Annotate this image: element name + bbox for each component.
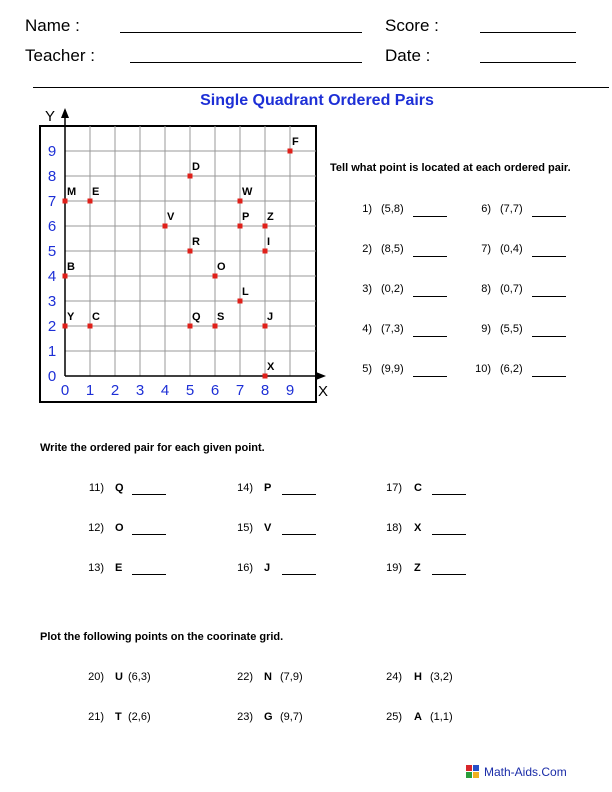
question-number: 22)	[237, 671, 253, 683]
ordered-pair-text: (9,7)	[280, 711, 303, 723]
ordered-pair-text: (9,9)	[381, 363, 404, 375]
ordered-pair-text: (6,3)	[128, 671, 151, 683]
x-tick-label: 6	[210, 382, 220, 399]
name-label: Name :	[25, 16, 80, 35]
teacher-label: Teacher :	[25, 46, 95, 65]
x-tick-label: 0	[60, 382, 70, 399]
x-tick-label: 3	[135, 382, 145, 399]
point-letter: H	[414, 671, 422, 683]
ordered-pair-text: (2,6)	[128, 711, 151, 723]
answer-blank[interactable]	[532, 336, 566, 337]
answer-blank[interactable]	[132, 574, 166, 575]
y-tick-label: 2	[47, 318, 57, 335]
question-number: 25)	[386, 711, 402, 723]
point-label-q: Q	[192, 311, 201, 323]
question-number: 8)	[481, 283, 491, 295]
question-number: 5)	[362, 363, 372, 375]
point-label-c: C	[92, 311, 100, 323]
y-tick-label: 4	[47, 268, 57, 285]
answer-blank[interactable]	[413, 216, 447, 217]
point-marker-c	[88, 324, 93, 329]
point-marker-i	[263, 249, 268, 254]
point-marker-r	[188, 249, 193, 254]
answer-blank[interactable]	[413, 296, 447, 297]
point-label-l: L	[242, 286, 249, 298]
point-marker-j	[263, 324, 268, 329]
ordered-pair-text: (0,4)	[500, 243, 523, 255]
point-letter: U	[115, 671, 123, 683]
point-marker-v	[163, 224, 168, 229]
point-letter: N	[264, 671, 272, 683]
x-tick-label: 4	[160, 382, 170, 399]
x-tick-label: 7	[235, 382, 245, 399]
point-marker-l	[238, 299, 243, 304]
point-label-y: Y	[67, 311, 75, 323]
answer-blank[interactable]	[432, 494, 466, 495]
question-number: 3)	[362, 283, 372, 295]
y-tick-label: 9	[47, 143, 57, 160]
question-number: 10)	[475, 363, 491, 375]
y-tick-label: 8	[47, 168, 57, 185]
point-letter: Q	[115, 482, 124, 494]
y-tick-label: 1	[47, 343, 57, 360]
point-label-o: O	[217, 261, 226, 273]
x-axis-label: X	[318, 383, 329, 400]
y-tick-label: 0	[47, 368, 57, 385]
answer-blank[interactable]	[282, 534, 316, 535]
point-label-r: R	[192, 236, 200, 248]
point-marker-d	[188, 174, 193, 179]
point-label-d: D	[192, 161, 200, 173]
ordered-pair-text: (5,8)	[381, 203, 404, 215]
answer-blank[interactable]	[432, 534, 466, 535]
question-number: 2)	[362, 243, 372, 255]
point-marker-m	[63, 199, 68, 204]
ordered-pair-text: (8,5)	[381, 243, 404, 255]
x-axis-arrow-icon	[316, 372, 326, 380]
x-tick-label: 5	[185, 382, 195, 399]
point-letter: C	[414, 482, 422, 494]
answer-blank[interactable]	[432, 574, 466, 575]
point-marker-f	[288, 149, 293, 154]
answer-blank[interactable]	[532, 256, 566, 257]
question-number: 12)	[88, 522, 104, 534]
ordered-pair-text: (7,3)	[381, 323, 404, 335]
point-letter: P	[264, 482, 272, 494]
section3-instruction: Plot the following points on the coorinate grid.	[40, 631, 284, 643]
answer-blank[interactable]	[532, 376, 566, 377]
point-letter: Z	[414, 562, 421, 574]
question-number: 24)	[386, 671, 402, 683]
point-label-w: W	[242, 186, 253, 198]
question-number: 1)	[362, 203, 372, 215]
point-marker-e	[88, 199, 93, 204]
answer-blank[interactable]	[413, 376, 447, 377]
footer-brand: Math-Aids.Com	[484, 765, 567, 779]
point-marker-o	[213, 274, 218, 279]
question-number: 18)	[386, 522, 402, 534]
x-tick-label: 1	[85, 382, 95, 399]
y-tick-label: 5	[47, 243, 57, 260]
ordered-pair-text: (1,1)	[430, 711, 453, 723]
ordered-pair-text: (0,7)	[500, 283, 523, 295]
point-label-f: F	[292, 136, 299, 148]
point-label-s: S	[217, 311, 225, 323]
point-label-x: X	[267, 361, 275, 373]
answer-blank[interactable]	[132, 534, 166, 535]
point-label-z: Z	[267, 211, 274, 223]
y-tick-label: 6	[47, 218, 57, 235]
section1-instruction: Tell what point is located at each ordered pair.	[330, 162, 571, 174]
question-number: 17)	[386, 482, 402, 494]
page-title: Single Quadrant Ordered Pairs	[200, 92, 434, 109]
y-tick-label: 7	[47, 193, 57, 210]
point-letter: J	[264, 562, 271, 574]
x-tick-label: 2	[110, 382, 120, 399]
point-label-j: J	[267, 311, 274, 323]
question-number: 20)	[88, 671, 104, 683]
point-marker-q	[188, 324, 193, 329]
question-number: 23)	[237, 711, 253, 723]
question-number: 15)	[237, 522, 253, 534]
point-marker-p	[238, 224, 243, 229]
point-marker-x	[263, 374, 268, 379]
question-number: 7)	[481, 243, 491, 255]
answer-blank[interactable]	[282, 494, 316, 495]
point-letter: A	[414, 711, 422, 723]
ordered-pair-text: (3,2)	[430, 671, 453, 683]
point-marker-s	[213, 324, 218, 329]
x-tick-label: 9	[285, 382, 295, 399]
question-number: 16)	[237, 562, 253, 574]
x-tick-label: 8	[260, 382, 270, 399]
question-number: 9)	[481, 323, 491, 335]
point-letter: G	[264, 711, 273, 723]
grid-frame	[40, 126, 316, 402]
ordered-pair-text: (5,5)	[500, 323, 523, 335]
answer-blank[interactable]	[413, 336, 447, 337]
y-axis-arrow-icon	[61, 108, 69, 118]
answer-blank[interactable]	[413, 256, 447, 257]
point-marker-z	[263, 224, 268, 229]
question-number: 4)	[362, 323, 372, 335]
point-label-p: P	[242, 211, 250, 223]
ordered-pair-text: (6,2)	[500, 363, 523, 375]
answer-blank[interactable]	[132, 494, 166, 495]
point-marker-y	[63, 324, 68, 329]
question-number: 19)	[386, 562, 402, 574]
answer-blank[interactable]	[532, 216, 566, 217]
point-letter: O	[115, 522, 124, 534]
date-label: Date :	[385, 46, 431, 65]
question-number: 14)	[237, 482, 253, 494]
answer-blank[interactable]	[532, 296, 566, 297]
answer-blank[interactable]	[282, 574, 316, 575]
point-label-v: V	[167, 211, 175, 223]
point-letter: E	[115, 562, 123, 574]
point-letter: V	[264, 522, 272, 534]
point-label-b: B	[67, 261, 75, 273]
point-letter: T	[115, 711, 122, 723]
question-number: 13)	[88, 562, 104, 574]
question-number: 11)	[88, 482, 104, 494]
y-axis-label: Y	[45, 108, 56, 125]
score-label: Score :	[385, 16, 439, 35]
section2-instruction: Write the ordered pair for each given point.	[40, 442, 265, 454]
point-label-m: M	[67, 186, 77, 198]
math-aids-logo-icon	[466, 765, 480, 784]
point-letter: X	[414, 522, 422, 534]
point-label-e: E	[92, 186, 100, 198]
ordered-pair-text: (7,9)	[280, 671, 303, 683]
ordered-pair-text: (7,7)	[500, 203, 523, 215]
point-marker-w	[238, 199, 243, 204]
point-label-i: I	[267, 236, 271, 248]
question-number: 21)	[88, 711, 104, 723]
ordered-pair-text: (0,2)	[381, 283, 404, 295]
question-number: 6)	[481, 203, 491, 215]
point-marker-b	[63, 274, 68, 279]
y-tick-label: 3	[47, 293, 57, 310]
